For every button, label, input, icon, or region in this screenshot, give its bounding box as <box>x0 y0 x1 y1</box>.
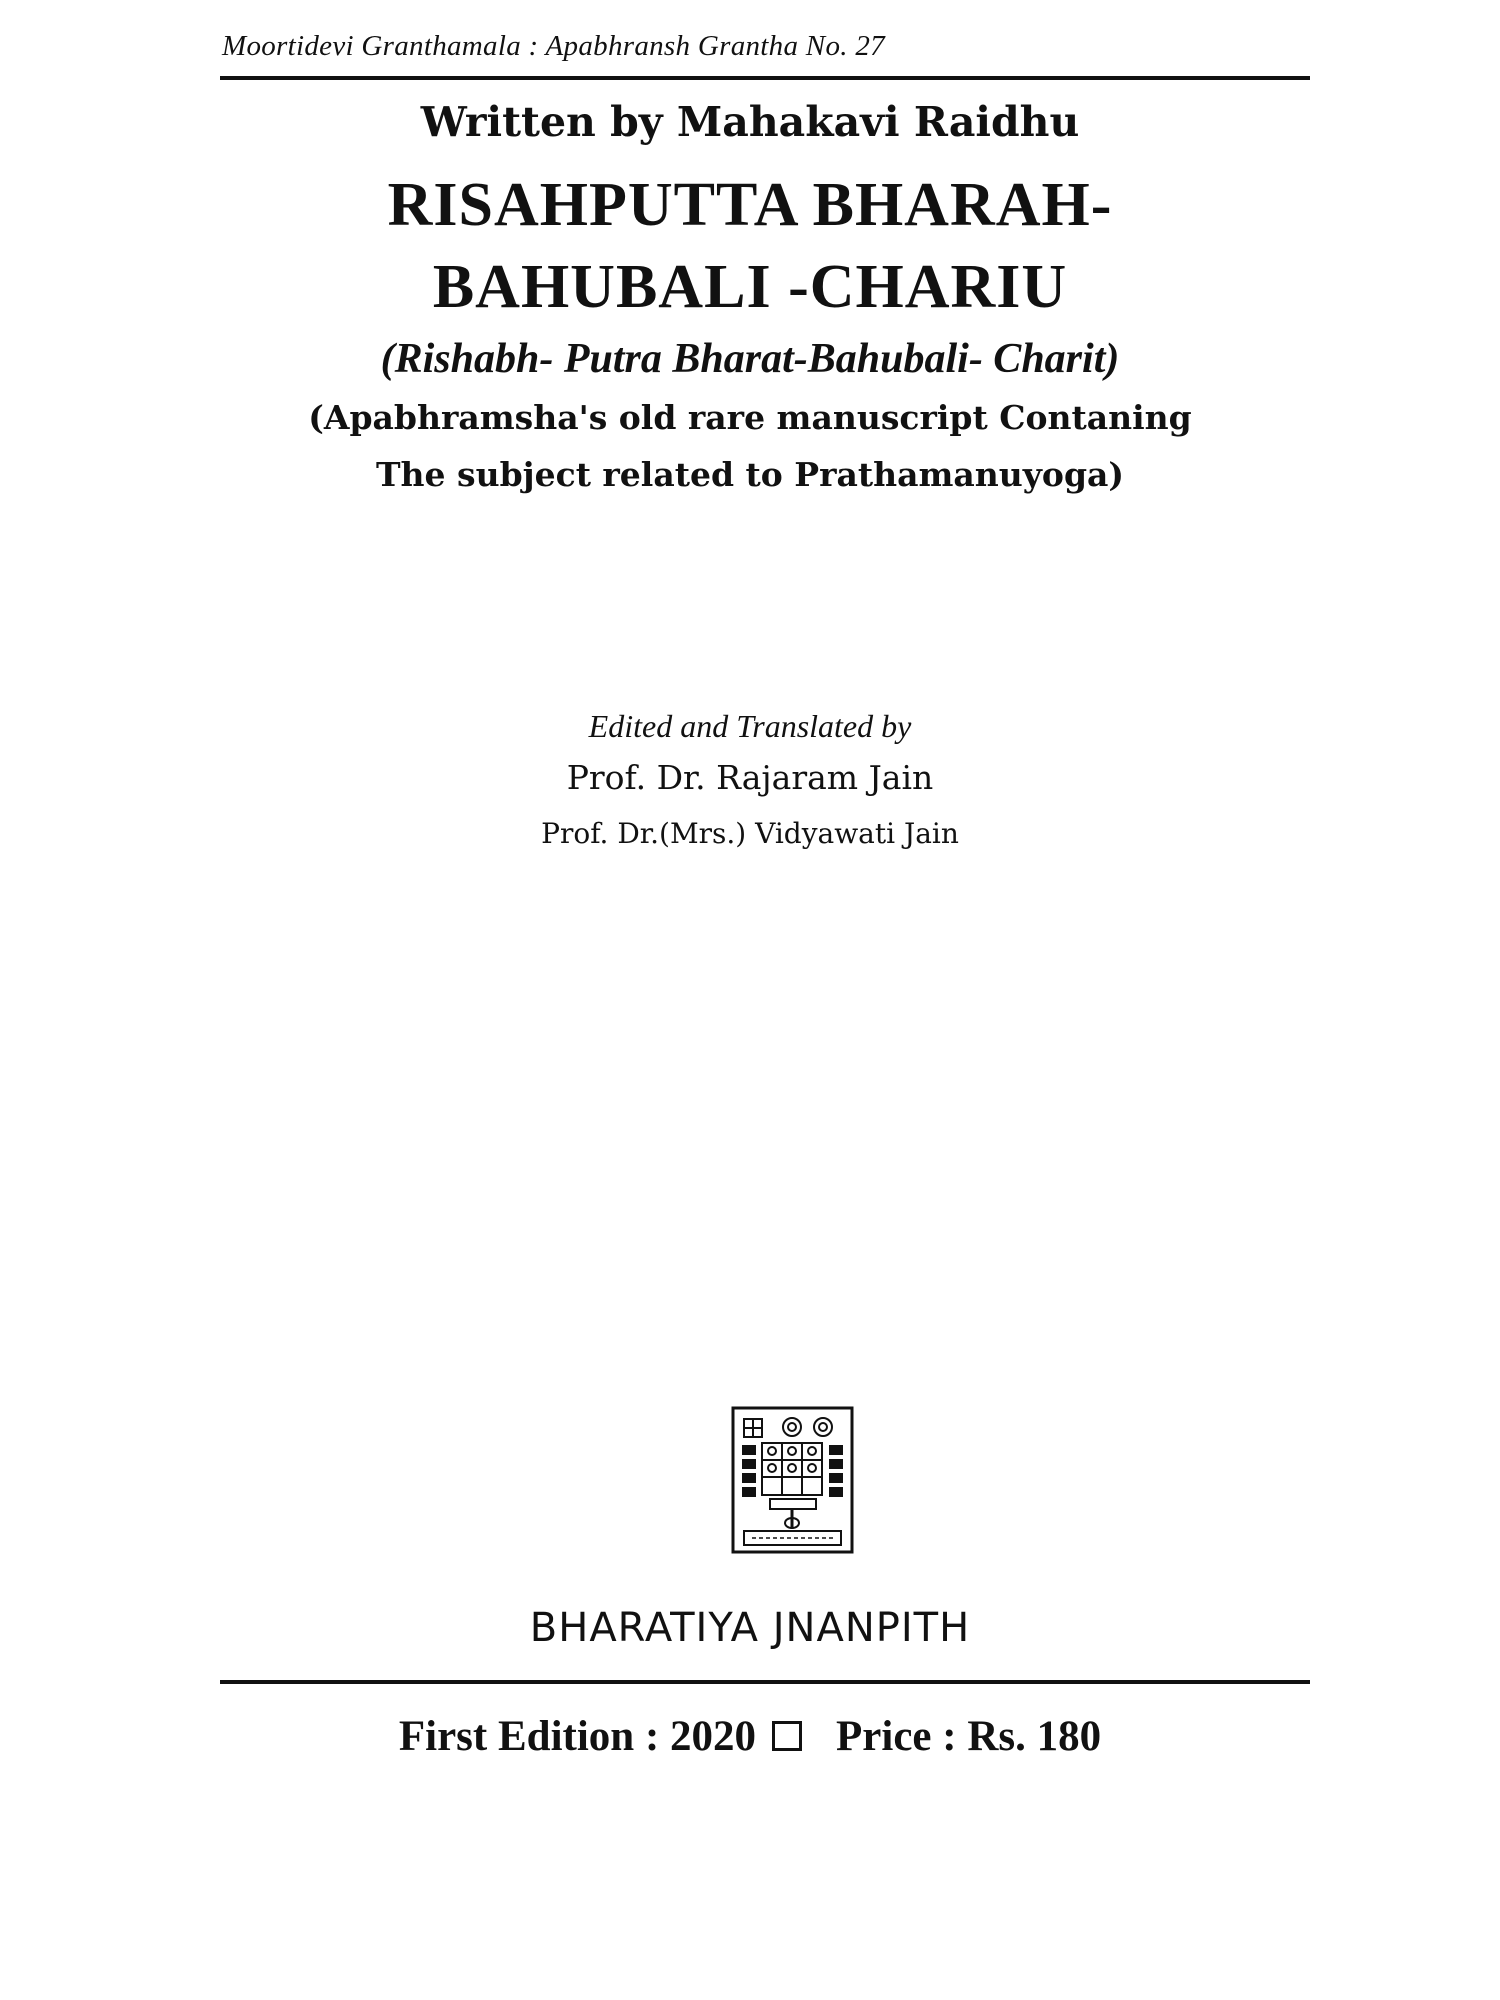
separator-box-icon <box>772 1721 802 1751</box>
bottom-rule <box>220 1680 1310 1684</box>
price-text: Price : Rs. 180 <box>836 1713 1102 1760</box>
author-byline: Written by Mahakavi Raidhu <box>420 98 1080 146</box>
subtitle: (Rishabh- Putra Bharat-Bahubali- Charit) <box>380 336 1120 382</box>
title-line-2: BAHUBALI -CHARIU <box>432 253 1068 321</box>
edition-text: First Edition : 2020 <box>398 1713 757 1760</box>
title-line-1: RISAHPUTTA BHARAH- <box>387 171 1113 239</box>
editors-label: Edited and Translated by <box>588 708 912 744</box>
top-rule <box>220 76 1310 80</box>
bharatiya-jnanpith-emblem-icon <box>730 1405 855 1555</box>
description-line-1: (Apabhramsha's old rare manuscript Contaning <box>308 398 1192 437</box>
description-line-2: The subject related to Prathamanuyoga) <box>375 455 1125 494</box>
publisher-name: BHARATIYA JNANPITH <box>529 1605 971 1651</box>
series-line: Moortidevi Granthamala : Apabhransh Grantha No. 27 <box>222 30 885 62</box>
editor-2: Prof. Dr.(Mrs.) Vidyawati Jain <box>541 817 959 850</box>
editor-1: Prof. Dr. Rajaram Jain <box>566 758 934 797</box>
edition-price-row <box>0 1712 1500 1761</box>
